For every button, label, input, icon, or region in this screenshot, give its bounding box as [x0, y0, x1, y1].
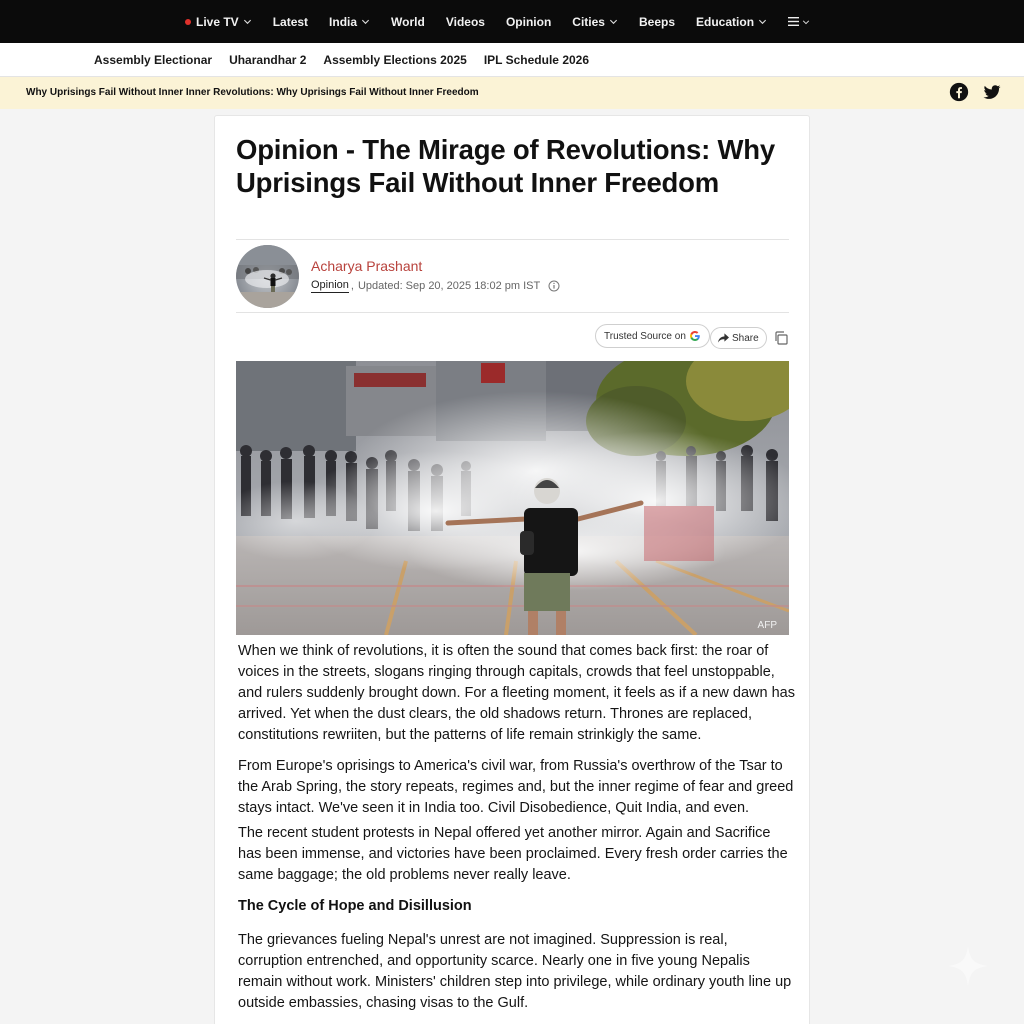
trusted-source-label: Trusted Source on — [604, 330, 686, 342]
chevron-down-icon — [243, 17, 252, 26]
info-icon[interactable] — [548, 280, 560, 292]
trending-link[interactable]: Assembly Elections 2025 — [323, 53, 467, 67]
nav-item-label: World — [391, 14, 425, 29]
top-navigation-bar — [0, 0, 1024, 43]
divider — [236, 239, 789, 240]
protest-photo — [236, 361, 789, 635]
article-paragraph: From Europe's oprisings to America's civil war, from Russia's overthrow of the Tsar to the Arab Spring, the story repeats, regimes and, but the inner regime of fear and greed stays intact. We've seen it in India too. Civil Disobedience, Quit India, and even. — [238, 758, 794, 816]
trending-links — [94, 43, 606, 77]
article-subheading: The Cycle of Hope and Disillusion — [238, 898, 472, 914]
nav-item-label: Live TV — [196, 14, 239, 29]
copy-link-icon[interactable] — [773, 330, 789, 346]
author-avatar[interactable] — [236, 245, 299, 308]
article-meta — [311, 279, 560, 293]
nav-item-label: Beeps — [638, 14, 676, 29]
twitter-icon[interactable] — [982, 82, 1002, 102]
author-name[interactable]: Acharya Prashant — [311, 258, 423, 274]
nav-item-label: India — [329, 14, 358, 29]
divider — [236, 312, 789, 313]
trending-link[interactable]: Assembly Electionar — [94, 53, 213, 67]
hero-image — [236, 361, 789, 635]
sparkle-watermark-icon — [946, 944, 990, 988]
nav-item-live-tv[interactable] — [185, 15, 252, 29]
image-credit: AFP — [757, 620, 777, 631]
share-button[interactable] — [710, 327, 767, 349]
facebook-icon[interactable] — [949, 82, 969, 102]
trending-subnav — [0, 43, 1024, 77]
trending-link[interactable]: IPL Schedule 2026 — [483, 53, 590, 67]
article-headline: Opinion - The Mirage of Revolutions: Why Uprisings Fail Without Inner Freedom — [236, 134, 775, 198]
ticker-text[interactable]: Why Uprisings Fail Without Inner Inner Revolutions: Why Uprisings Fail Without Inner Freedom — [26, 87, 479, 98]
nav-item-label: Latest — [272, 14, 309, 29]
nav-item-label: Opinion — [505, 14, 552, 29]
meta-separator: , — [350, 280, 354, 292]
headline-ticker — [0, 77, 1024, 109]
google-icon — [689, 330, 701, 342]
nav-item-education[interactable] — [696, 15, 767, 29]
article-paragraph: The recent student protests in Nepal offered yet another mirror. Again and Sacrifice has been immense, and victories have been proclaimed. Every fresh order carries the same baggage; the old problems never really leave. — [238, 825, 788, 883]
chevron-down-icon — [609, 17, 618, 26]
article-paragraph: The grievances fueling Nepal's unrest are not imagined. Suppression is real, corruption entrenched, and opportunity scarce. Nearly one in five young Nepalis remain without work. Ministers' children step into privilege, while ordinary youth line up outside embassies, chasing visas to the Gulf. — [238, 932, 792, 1011]
trusted-source-button[interactable] — [595, 324, 710, 348]
nav-item-label: Cities — [572, 14, 605, 29]
nav-item-world[interactable] — [391, 15, 425, 29]
nav-item-cities[interactable] — [572, 15, 618, 29]
trending-link[interactable]: Uharandhar 2 — [229, 53, 307, 67]
share-label: Share — [732, 332, 759, 344]
main-nav-list — [185, 0, 810, 43]
nav-item-latest[interactable] — [273, 15, 308, 29]
live-dot-icon — [185, 19, 191, 25]
nav-item-beeps[interactable] — [639, 15, 675, 29]
share-arrow-icon — [718, 333, 729, 343]
chevron-down-icon — [361, 17, 370, 26]
category-link[interactable]: Opinion — [311, 279, 349, 291]
chevron-down-icon — [758, 17, 767, 26]
social-links — [949, 82, 1002, 102]
nav-item-label: Videos — [445, 14, 485, 29]
article-paragraph: When we think of revolutions, it is often the sound that comes back first: the roar of voices in the streets, slogans ringing through capitals, crowds that feel unstoppable, and rulers suddenly brought down. For a fleeting moment, it feels as if a new dawn has arrived. Yet when the dust clears, the old shadows return. Thrones are replaced, constitutions rewriiten, but the patterns of life remain strinkigly the same. — [238, 643, 795, 743]
hamburger-menu-icon[interactable] — [788, 17, 810, 26]
nav-item-label: Education — [696, 14, 755, 29]
article-card — [214, 115, 810, 1024]
nav-item-videos[interactable] — [446, 15, 485, 29]
updated-timestamp: Updated: Sep 20, 2025 18:02 pm IST — [357, 280, 541, 292]
nav-item-india[interactable] — [329, 15, 370, 29]
nav-item-opinion[interactable] — [506, 15, 551, 29]
